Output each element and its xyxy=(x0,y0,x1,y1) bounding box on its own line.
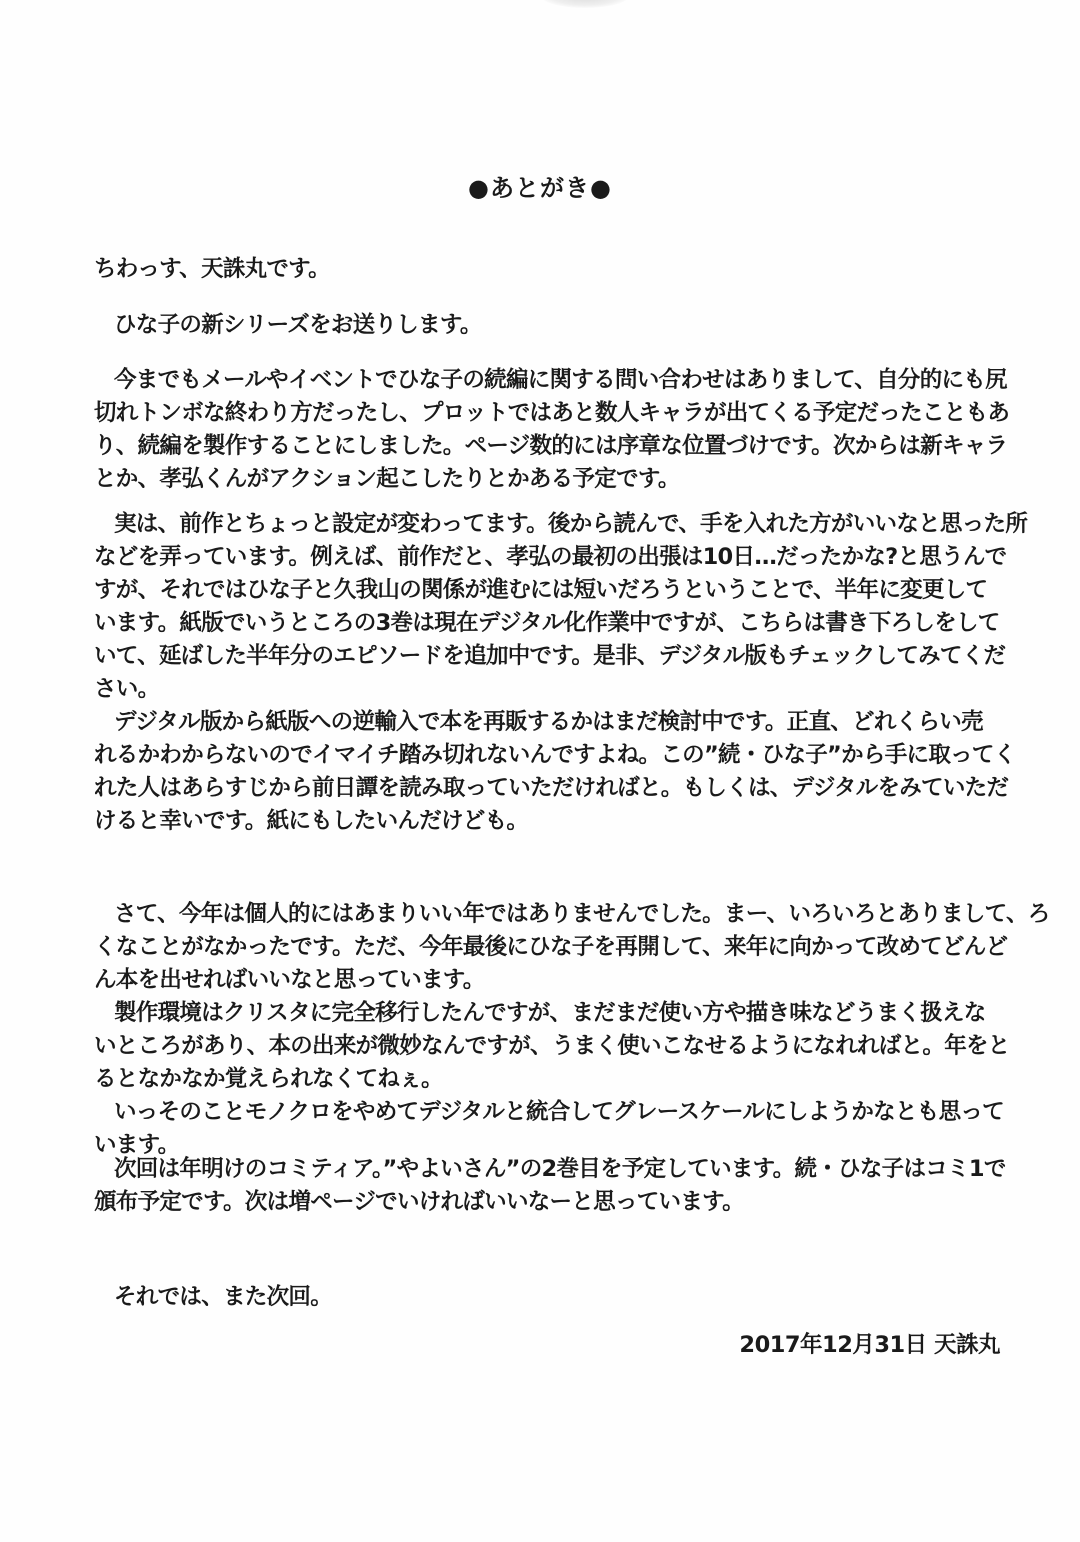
paragraph-year-review xyxy=(94,898,1050,1162)
text-line: それでは、また次回。 xyxy=(114,1284,333,1310)
text-line: 頒布予定です。次は増ページでいければいいなーと思っています。 xyxy=(94,1189,744,1215)
text-line: 製作環境はクリスタに完全移行したんですが、まだまだ使い方や描き味などうまく扱えな xyxy=(114,1000,986,1026)
greeting xyxy=(94,253,1006,286)
text-line: いて、延ばした半年分のエピソードを追加中です。是非、デジタル版もチェックしてみてくだ xyxy=(94,643,1006,669)
text-line: いところがあり、本の出来が微妙なんですが、うまく使いこなせるようになれればと。年をと xyxy=(94,1033,1010,1059)
closing-line xyxy=(94,1281,1006,1314)
text-line: とか、孝弘くんがアクション起こしたりとかある予定です。 xyxy=(94,466,680,492)
text-line: れた人はあらすじから前日譚を読み取っていただければと。もしくは、デジタルをみていただ xyxy=(94,775,1009,801)
paragraph-intro xyxy=(94,309,1006,342)
text-line: るとなかなか覚えられなくてねぇ。 xyxy=(94,1066,443,1092)
text-line: などを弄っています。例えば、前作だと、孝弘の最初の出張は10日…だったかな?と思うんで xyxy=(94,544,1007,570)
text-line: けると幸いです。紙にもしたいんだけども。 xyxy=(94,808,529,834)
paragraph-setting-changes xyxy=(94,508,1028,838)
text-line: すが、それではひな子と久我山の関係が進むには短いだろうということで、半年に変更して xyxy=(94,577,988,603)
paragraph-next-event xyxy=(94,1153,1006,1219)
text-line: います。 xyxy=(94,1132,180,1158)
paragraph-sequel-reason xyxy=(94,364,1010,496)
text-line: り、続編を製作することにしました。ページ数的には序章な位置づけです。次からは新キャラ xyxy=(94,433,1008,459)
text-line: ひな子の新シリーズをお送りします。 xyxy=(114,312,482,338)
text-line: 切れトンボな終わり方だったし、プロットではあと数人キャラが出てくる予定だったこともあ xyxy=(94,400,1010,426)
text-line: くなことがなかったです。ただ、今年最後にひな子を再開して、来年に向かって改めてどんど xyxy=(94,934,1008,960)
text-line: 次回は年明けのコミティア。”やよいさん”の2巻目を予定しています。続・ひな子はコミ1で xyxy=(114,1156,1006,1182)
page-title: ●あとがき● xyxy=(468,174,612,202)
text-line: さて、今年は個人的にはあまりいい年ではありませんでした。まー、いろいろとありまして、ろ xyxy=(114,901,1050,927)
text-line: いっそのことモノクロをやめてデジタルと統合してグレースケールにしようかなとも思って xyxy=(114,1099,1004,1125)
signature-date: 2017年12月31日 天誅丸 xyxy=(739,1332,1000,1358)
text-line: 実は、前作とちょっと設定が変わってます。後から読んで、手を入れた方がいいなと思った所 xyxy=(114,511,1028,537)
text-line: います。紙版でいうところの3巻は現在デジタル化作業中ですが、こちらは書き下ろしをして xyxy=(94,610,1000,636)
text-line: デジタル版から紙版への逆輸入で本を再販するかはまだ検討中です。正直、どれくらい売 xyxy=(114,709,983,735)
text-line: ちわっす、天誅丸です。 xyxy=(94,256,330,282)
text-line: 今までもメールやイベントでひな子の続編に関する問い合わせはありまして、自分的にも尻 xyxy=(114,367,1007,393)
text-line: れるかわからないのでイマイチ踏み切れないんですよね。この”続・ひな子”から手に取ってく xyxy=(94,742,1016,768)
text-line: さい。 xyxy=(94,676,160,702)
text-line: ん本を出せればいいなと思っています。 xyxy=(94,967,485,993)
scan-smudge xyxy=(540,0,630,8)
